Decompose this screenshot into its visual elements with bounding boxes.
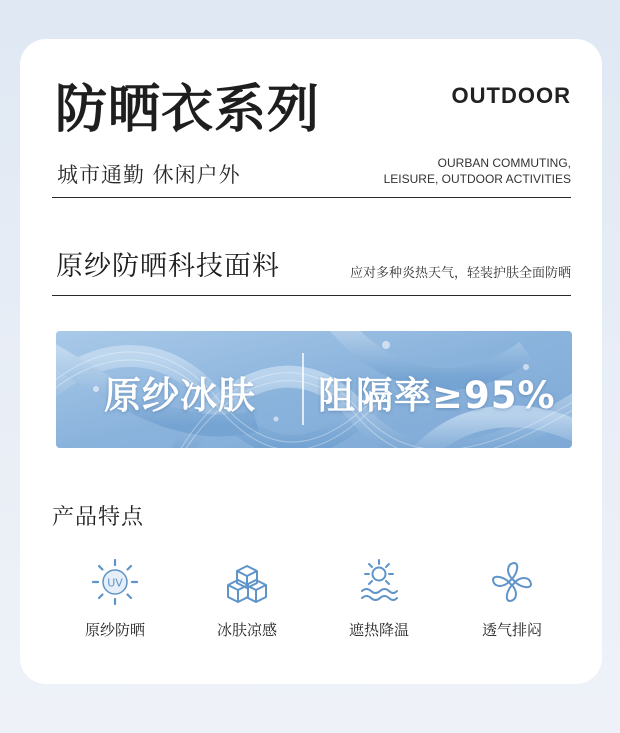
fabric-banner: [56, 331, 572, 448]
fan-icon: [487, 559, 537, 605]
divider: [52, 295, 571, 296]
feature-heat-shield: [324, 559, 434, 640]
banner-right-text: 阻隔率≥95%: [318, 374, 556, 417]
divider: [52, 197, 571, 198]
feature-breathable: [457, 559, 567, 640]
banner-text: [56, 331, 572, 448]
sun-waves-icon: [354, 559, 404, 605]
subtitle: 城市通勤 休闲户外: [57, 163, 241, 187]
ice-cubes-icon: [222, 559, 272, 605]
subtitle-english-line-2: LEISURE, OUTDOOR ACTIVITIES: [383, 172, 571, 186]
uv-sun-icon: [90, 559, 140, 605]
brand-label: OUTDOOR: [451, 83, 571, 108]
fabric-title: 原纱防晒科技面料: [56, 251, 280, 282]
banner-left-text: 原纱冰肤: [104, 374, 256, 417]
banner-divider: [302, 353, 304, 425]
feature-label: 冰肤凉感: [216, 621, 277, 639]
features-title: 产品特点: [52, 505, 145, 530]
feature-label: 透气排闷: [481, 621, 542, 639]
page-title: 防晒衣系列: [55, 80, 321, 140]
feature-ice-cool: [192, 559, 302, 640]
feature-label: 遮热降温: [348, 621, 409, 639]
subtitle-english-line-1: OURBAN COMMUTING,: [437, 156, 571, 170]
fabric-note: 应对多种炎热天气，轻装护肤全面防晒: [349, 266, 571, 281]
product-card: [20, 39, 602, 684]
feature-label: 原纱防晒: [84, 621, 145, 639]
feature-uv-protection: [60, 559, 170, 640]
svg-text:UV: UV: [107, 576, 123, 590]
subtitle-english: [384, 155, 571, 187]
